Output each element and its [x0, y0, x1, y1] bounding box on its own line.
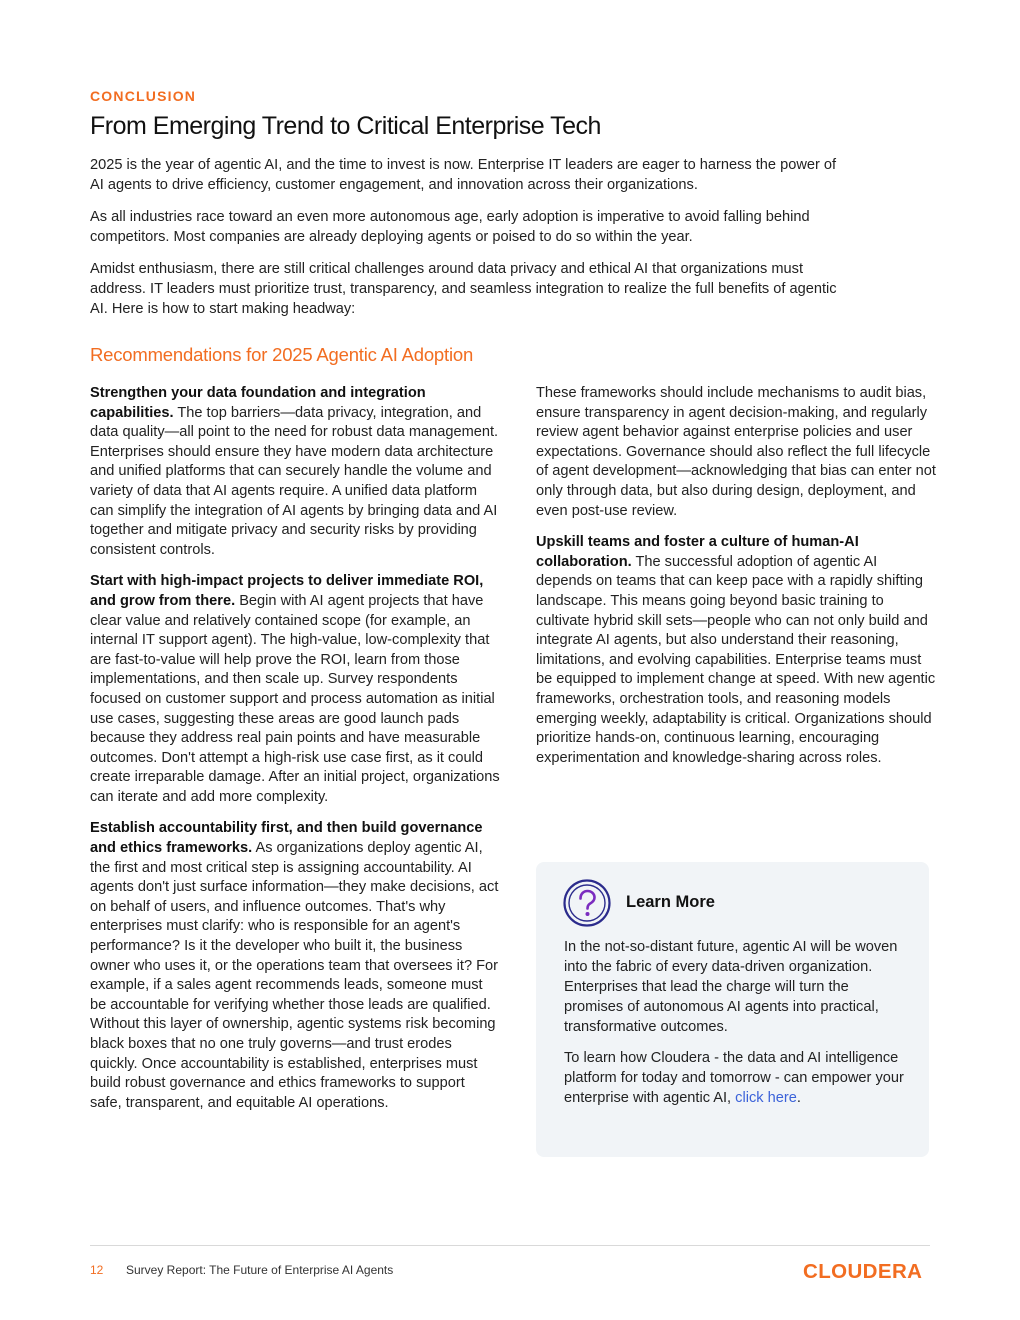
learn-more-paragraph-1: In the not-so-distant future, agentic AI will be woven into the fabric of every data-driven organization. Enterprises that lead the charge will turn the promises of autonomous AI agents into practical, transformative outcomes. — [564, 939, 898, 1035]
section-eyebrow: CONCLUSION — [90, 88, 197, 104]
recommendation-body: The top barriers—data privacy, integration, and data quality—all point to the need for robust data management. Enterprises should ensure they have modern data architecture and unified platforms that can securely handle the volume and variety of data that AI agents require. A unified data platform can simplify the integration of AI agents by bringing data and AI together and mitigate privacy and security risks by providing consistent controls. — [90, 404, 499, 558]
recommendation-lead: Start with high-impact projects to deliver immediate ROI, and grow from there. — [90, 573, 484, 609]
recommendation-body: Begin with AI agent projects that have clear value and relatively contained scope (for example, an internal IT support agent). The high-value, low-complexity that are fast-to-value will help prove the ROI, learn from those implementations, and then scale up. Survey respondents focused on customer support and process automation as initial use cases, suggesting these areas are good launch pads because they address real pain points and have measurable outcomes. Don't attempt a high-risk use case first, as it could create irreparable damage. After an initial project, organizations can iterate and add more complexity. — [90, 592, 500, 805]
recommendation-high-impact — [90, 572, 500, 807]
right-column — [536, 384, 936, 780]
learn-more-body — [564, 937, 909, 1119]
recommendation-data-foundation — [90, 384, 500, 560]
page-number: 12 — [90, 1263, 104, 1277]
learn-more-title: Learn More — [626, 893, 715, 911]
recommendations-heading: Recommendations for 2025 Agentic AI Adoption — [90, 344, 474, 365]
recommendation-accountability — [90, 819, 500, 1113]
recommendation-lead: Upskill teams and foster a culture of human-AI collaboration. — [536, 534, 859, 570]
recommendation-lead: Establish accountability first, and then build governance and ethics frameworks. — [90, 820, 483, 857]
page-title: From Emerging Trend to Critical Enterprise Tech — [90, 112, 601, 140]
learn-more-callout — [536, 862, 929, 1157]
cloudera-logo — [803, 1258, 931, 1282]
recommendation-body: As organizations deploy agentic AI, the first and most critical step is assigning accountability. AI agents don't just surface information—they make decisions, act on behalf of users, and influence outcomes. That's why enterprises must clarify: who is responsible for an agent's performance? Is it the developer who built it, the business owner who uses it, or the operations team that oversees it? For example, if a sales agent recommends leads, someone must be accountable for verifying whether those leads are qualified. Without this layer of ownership, agentic systems risk becoming black boxes that no one truly governs—and trust erodes quickly. Once accountability is established, enterprises must build robust governance and ethics frameworks to support safe, transparent, and equitable AI operations. — [90, 840, 499, 1111]
learn-more-period: . — [796, 1090, 801, 1106]
intro-paragraph-1: 2025 is the year of agentic AI, and the time to invest is now. Enterprise IT leaders are eager to harness the power of AI agents to drive efficiency, customer engagement, and innovation across their organizations. — [90, 157, 837, 193]
recommendation-body: The successful adoption of agentic AI depends on teams that can keep pace with a rapidly shifting landscape. This means going beyond basic training to cultivate hybrid skill sets—people who can not only build and integrate AI agents, but also understand their reasoning, limitations, and evolving capabilities. Enterprise teams must be equipped to implement change at speed. With new agentic frameworks, orchestration tools, and reasoning models emerging weekly, adaptability is critical. Organizations should prioritize hands-on, continuous learning, encouraging experimentation and knowledge-sharing across roles. — [536, 553, 936, 766]
learn-more-paragraph-2-text: To learn how Cloudera - the data and AI intelligence platform for today and tomorrow - can empower your enterprise with agentic AI, — [564, 1050, 904, 1106]
intro-paragraph-3: Amidst enthusiasm, there are still critical challenges around data privacy and ethical AI that organizations must address. IT leaders must prioritize trust, transparency, and seamless integration to realize the full benefits of agentic AI. Here is how to start making headway: — [90, 261, 837, 317]
frameworks-continuation: These frameworks should include mechanisms to audit bias, ensure transparency in agent decision-making, and regularly review agent behavior against enterprise policies and user expectations. Governance should also reflect the full lifecycle of agent development—acknowledging that bias can enter not only through data, but also during design, deployment, and even post-use review. — [536, 385, 936, 519]
footer-report-title: Survey Report: The Future of Enterprise AI Agents — [126, 1263, 394, 1277]
logo-text: CLOUDERA — [803, 1260, 923, 1282]
learn-more-paragraph-2 — [564, 1048, 909, 1108]
intro-section — [90, 155, 850, 331]
question-icon — [562, 878, 612, 928]
footer-divider — [90, 1245, 930, 1246]
intro-paragraph-2: As all industries race toward an even more autonomous age, early adoption is imperative to avoid falling behind competitors. Most companies are already deploying agents or poised to do so within the year. — [90, 209, 810, 245]
left-column — [90, 384, 500, 1125]
recommendation-upskill — [536, 533, 936, 768]
recommendation-lead: Strengthen your data foundation and integration capabilities. — [90, 385, 426, 421]
click-here-link[interactable]: click here — [735, 1090, 797, 1106]
